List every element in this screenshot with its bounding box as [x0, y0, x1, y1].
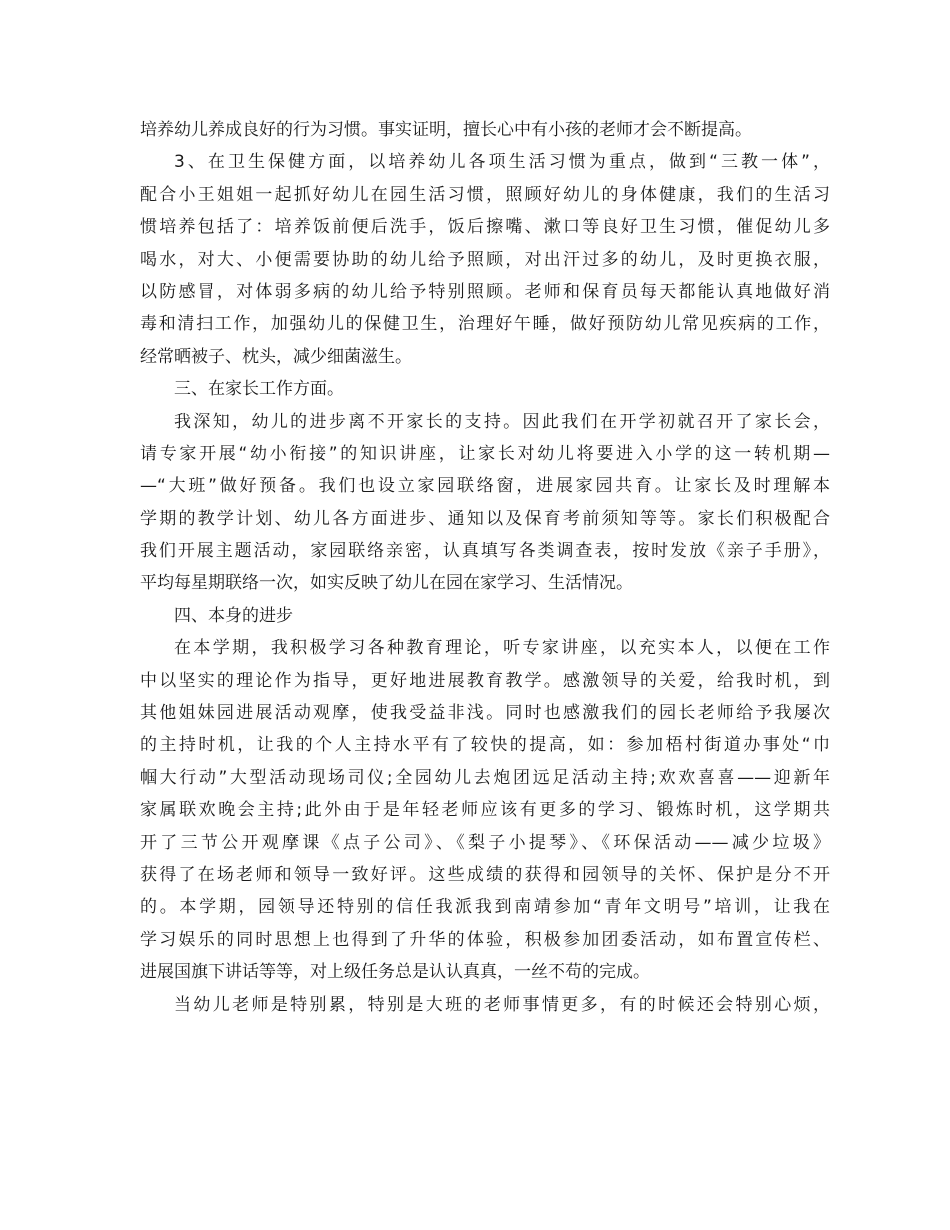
paragraph-line: 家属联欢晚会主持;此外由于是年轻老师应该有更多的学习、锻炼时机，这学期共: [140, 800, 830, 821]
paragraph-line: 平均每星期联络一次，如实反映了幼儿在园在家学习、生活情况。: [140, 573, 633, 594]
paragraph-line: 帼大行动”大型活动现场司仪;全园幼儿去炮团远足活动主持;欢欢喜喜——迎新年: [140, 767, 830, 788]
paragraph-line: 我深知，幼儿的进步离不开家长的支持。因此我们在开学初就召开了家长会，: [174, 411, 830, 432]
paragraph-line: 惯培养包括了：培养饭前便后洗手，饭后擦嘴、漱口等良好卫生习惯，催促幼儿多: [140, 217, 830, 238]
paragraph-line: 我们开展主题活动，家园联络亲密，认真填写各类调查表，按时发放《亲子手册》，: [140, 541, 830, 562]
paragraph-line: 喝水，对大、小便需要协助的幼儿给予照顾，对出汗过多的幼儿，及时更换衣服，: [140, 249, 830, 270]
paragraph-line: 请专家开展“幼小衔接”的知识讲座，让家长对幼儿将要进入小学的这一转机期—: [140, 443, 830, 464]
paragraph-line: 在本学期，我积极学习各种教育理论，听专家讲座，以充实本人，以便在工作: [174, 638, 830, 659]
paragraph-line: 学期的教学计划、幼儿各方面进步、通知以及保育考前须知等等。家长们积极配合: [140, 508, 830, 529]
paragraph-line: 的主持时机，让我的个人主持水平有了较快的提高，如：参加梧村街道办事处“巾: [140, 735, 830, 756]
paragraph-line: 经常晒被子、枕头，减少细菌滋生。: [140, 346, 412, 367]
paragraph-line: 以防感冒，对体弱多病的幼儿给予特别照顾。老师和保育员每天都能认真地做好消: [140, 281, 830, 302]
paragraph-line: 毒和清扫工作，加强幼儿的保健卫生，治理好午睡，做好预防幼儿常见疾病的工作，: [140, 314, 830, 335]
paragraph-line: 培养幼儿养成良好的行为习惯。事实证明，擅长心中有小孩的老师才会不断提高。: [140, 120, 752, 140]
paragraph-line: 其他姐妹园进展活动观摩，使我受益非浅。同时也感激我们的园长老师给予我屡次: [140, 703, 830, 724]
paragraph-line: 配合小王姐姐一起抓好幼儿在园生活习惯，照顾好幼儿的身体健康，我们的生活习: [140, 184, 830, 205]
paragraph-line: 当幼儿老师是特别累，特别是大班的老师事情更多，有的时候还会特别心烦，: [174, 994, 830, 1015]
paragraph-line: 3、在卫生保健方面，以培养幼儿各项生活习惯为重点，做到“三教一体”，: [174, 152, 830, 173]
paragraph-line: 的。本学期，园领导还特别的信任我派我到南靖参加“青年文明号”培训，让我在: [140, 897, 830, 918]
paragraph-line: 开了三节公开观摩课《点子公司》、《梨子小提琴》、《环保活动——减少垃圾》: [140, 832, 830, 853]
section-heading: 四、本身的进步: [174, 605, 293, 626]
paragraph-line: 中以坚实的理论作为指导，更好地进展教育教学。感激领导的关爱，给我时机，到: [140, 670, 830, 691]
paragraph-line: 进展国旗下讲话等等，对上级任务总是认认真真，一丝不苟的完成。: [140, 962, 650, 983]
paragraph-line: 学习娱乐的同时思想上也得到了升华的体验，积极参加团委活动，如布置宣传栏、: [140, 929, 830, 950]
paragraph-line: 获得了在场老师和领导一致好评。这些成绩的获得和园领导的关怀、保护是分不开: [140, 864, 830, 885]
section-heading: 三、在家长工作方面。: [174, 379, 344, 400]
document-body: [140, 114, 830, 1021]
paragraph-line: —“大班”做好预备。我们也设立家园联络窗，进展家园共育。让家长及时理解本: [140, 476, 830, 497]
